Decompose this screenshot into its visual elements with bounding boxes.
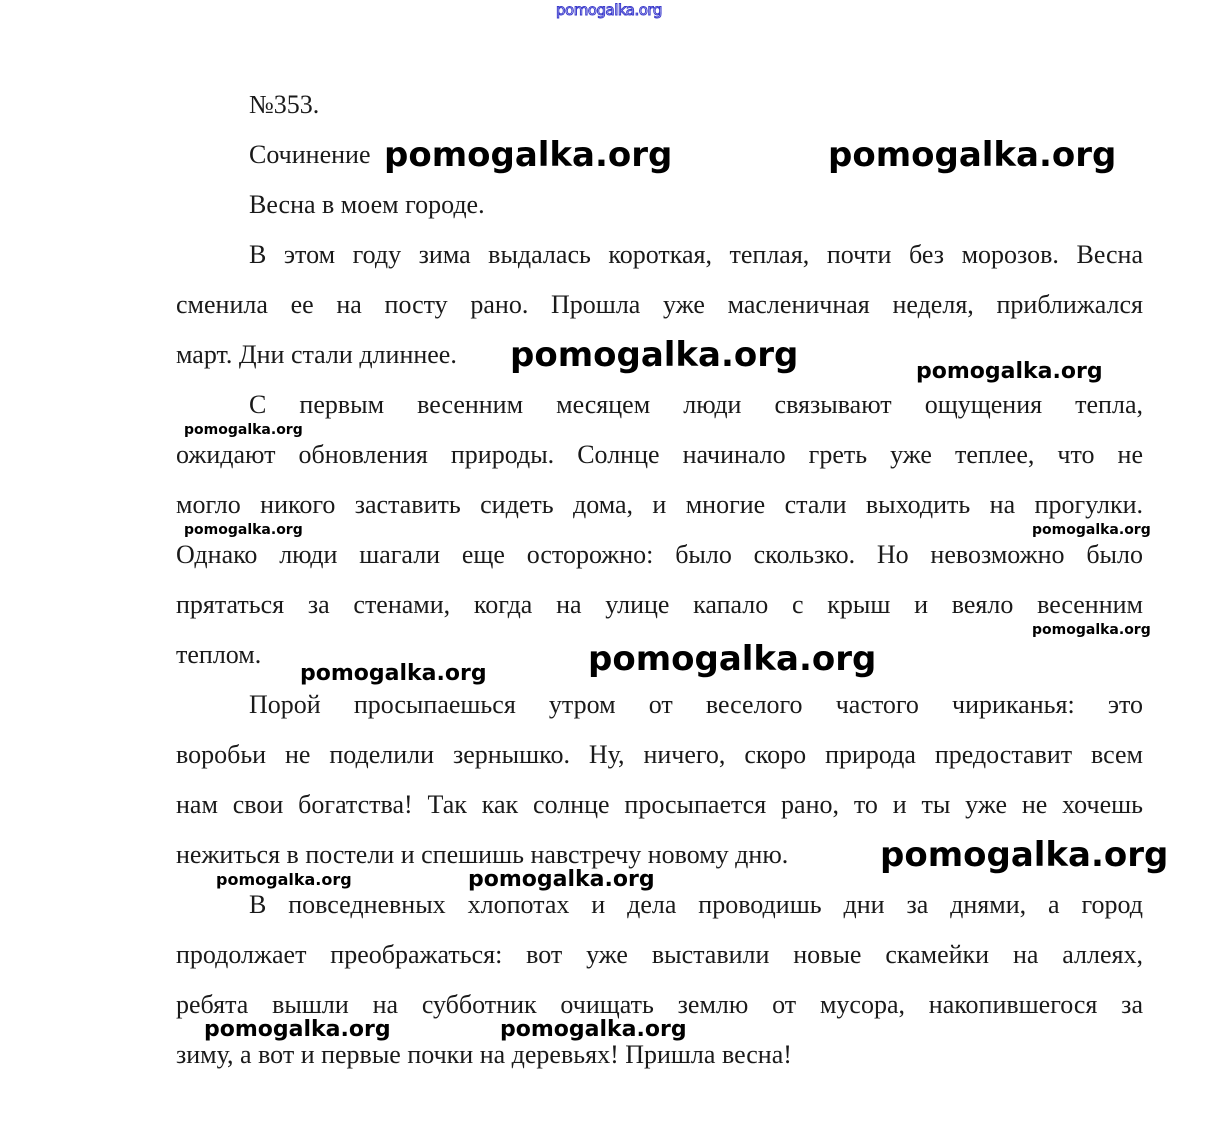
watermark: pomogalka.org	[880, 835, 1169, 875]
text-line: Порой просыпаешься утром от веселого частого чириканья: это	[249, 690, 1143, 719]
essay-title: Весна в моем городе.	[249, 190, 485, 219]
text-line: теплом.	[176, 640, 262, 669]
text-line: ожидают обновления природы. Солнце начинало греть уже теплее, что не	[176, 440, 1143, 469]
watermark: pomogalka.org	[916, 359, 1103, 384]
watermark: pomogalka.org	[510, 335, 799, 375]
text-line: Однако люди шагали еще осторожно: было скользко. Но невозможно было	[176, 540, 1143, 569]
watermark: pomogalka.org	[384, 135, 673, 175]
site-link[interactable]: pomogalka.org	[556, 1, 662, 19]
watermark: pomogalka.org	[588, 639, 877, 679]
watermark: pomogalka.org	[216, 870, 352, 889]
watermark: pomogalka.org	[500, 1017, 687, 1042]
text-line: продолжает преображаться: вот уже выставили новые скамейки на аллеях,	[176, 940, 1143, 969]
document-kind: Сочинение	[249, 140, 371, 169]
text-line: В этом году зима выдалась короткая, теплая, почти без морозов. Весна	[249, 240, 1143, 269]
text-line: март. Дни стали длиннее.	[176, 340, 457, 369]
watermark: pomogalka.org	[184, 422, 303, 438]
watermark: pomogalka.org	[300, 661, 487, 686]
watermark: pomogalka.org	[184, 522, 303, 538]
watermark: pomogalka.org	[1032, 522, 1151, 538]
text-line: могло никого заставить сидеть дома, и многие стали выходить на прогулки.	[176, 490, 1143, 519]
watermark: pomogalka.org	[468, 867, 655, 892]
text-line: С первым весенним месяцем люди связывают ощущения тепла,	[249, 390, 1143, 419]
text-line: прятаться за стенами, когда на улице капало с крыш и веяло весенним	[176, 590, 1143, 619]
watermark: pomogalka.org	[1032, 622, 1151, 638]
text-line: зиму, а вот и первые почки на деревьях! Пришла весна!	[176, 1040, 792, 1069]
watermark: pomogalka.org	[204, 1017, 391, 1042]
exercise-number: №353.	[249, 90, 320, 119]
watermark: pomogalka.org	[828, 135, 1117, 175]
text-line: нам свои богатства! Так как солнце просыпается рано, то и ты уже не хочешь	[176, 790, 1143, 819]
text-line: сменила ее на посту рано. Прошла уже масленичная неделя, приближался	[176, 290, 1143, 319]
text-line: нежиться в постели и спешишь навстречу новому дню.	[176, 840, 789, 869]
text-line: воробьи не поделили зернышко. Ну, ничего, скоро природа предоставит всем	[176, 740, 1143, 769]
text-line: В повседневных хлопотах и дела проводишь дни за днями, а город	[249, 890, 1143, 919]
text-line: ребята вышли на субботник очищать землю от мусора, накопившегося за	[176, 990, 1143, 1019]
